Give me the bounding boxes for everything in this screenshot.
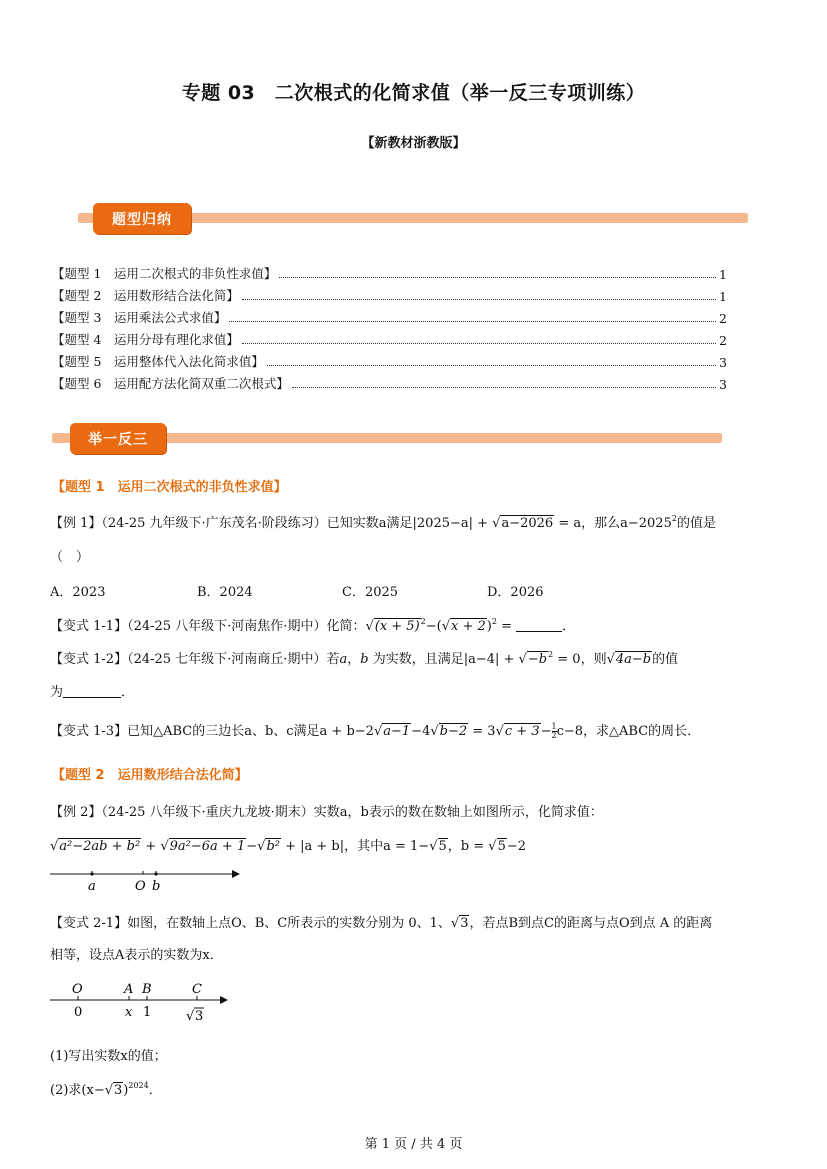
variant-1-2-line2: 为 ．: [50, 685, 135, 700]
question-1: (1)写出实数x的值；: [50, 1049, 167, 1064]
value-0: 0: [74, 1005, 83, 1020]
example-2-formula: √a²−2ab + b² + √9a²−6a + 1−√b² + |a + b|，其中a = 1−√5，b = √5−2: [50, 839, 527, 854]
toc-item-page: 3: [719, 377, 727, 392]
toc-item-page: 2: [719, 333, 727, 348]
toc-item-page: 1: [719, 267, 727, 282]
axis-label-o: O: [135, 879, 146, 894]
section-1-heading: 【题型 1 运用二次根式的非负性求值】: [52, 480, 287, 495]
page-footer: 第 1 页 / 共 4 页: [364, 1137, 463, 1152]
toc-leader: [267, 364, 716, 366]
point-B: B: [142, 982, 152, 997]
toc-item-label: 【题型 3 运用乘法公式求值】: [52, 310, 227, 325]
edition-subtitle: 【新教材浙教版】: [361, 136, 466, 151]
toc-item-2[interactable]: [52, 286, 727, 304]
toc-leader: [292, 386, 716, 388]
toc-item-page: 3: [719, 355, 727, 370]
number-line-1: [46, 860, 246, 894]
variant-1-3: 【变式 1-3】已知△ABC的三边长a、b、c满足a + b−2√a−1−4√b−2 = 3√c + 3− $\frac{1}{2}$ c−8，求△ABC的周长．: [50, 722, 701, 740]
answer-blank[interactable]: [63, 697, 121, 698]
toc-item-5[interactable]: [52, 352, 727, 370]
toc-item-label: 【题型 6 运用配方法化简双重二次根式】: [52, 376, 289, 391]
page-title: 专题 03 二次根式的化简求值（举一反三专项训练）: [181, 82, 646, 104]
toc-item-label: 【题型 1 运用二次根式的非负性求值】: [52, 266, 277, 281]
toc-item-6[interactable]: [52, 374, 727, 392]
toc-item-label: 【题型 5 运用整体代入法化简求值】: [52, 354, 264, 369]
option-c[interactable]: C．2025: [342, 585, 399, 600]
toc-item-3[interactable]: [52, 308, 727, 326]
variant-2-1: 【变式 2-1】如图，在数轴上点O、B、C所表示的实数分别为 0、1、√3，若点B到点C的距离与点O到点 A 的距离: [50, 916, 713, 931]
variant-1-1: 【变式 1-1】（24-25 八年级下·河南焦作·期中）化简：$√(x + 5)^2-(√x + 2)^2$ = ．: [50, 617, 576, 634]
practice-badge: 举一反三: [70, 423, 166, 454]
point-A: A: [124, 982, 134, 997]
value-x: x: [125, 1005, 133, 1020]
point-C: C: [192, 982, 202, 997]
option-d[interactable]: D．2026: [487, 585, 544, 600]
variant-1-2: 【变式 1-2】（24-25 七年级下·河南商丘·期中）若a，b 为实数，且满足$|a-4| + √-b^2 = 0$，则√4a−b的值: [50, 650, 679, 667]
toc-leader: [242, 342, 716, 344]
option-b[interactable]: B．2024: [197, 585, 253, 600]
point-O: O: [72, 982, 83, 997]
section-2-heading: 【题型 2 运用数形结合法化简】: [52, 768, 248, 783]
value-sqrt3: 3: [195, 1009, 204, 1024]
option-a[interactable]: A．2023: [50, 585, 106, 600]
toc-leader: [279, 276, 716, 278]
toc-item-label: 【题型 2 运用数形结合法化简】: [52, 288, 239, 303]
toc-item-page: 2: [719, 311, 727, 326]
question-2: (2)求$(x-√3)^{2024}$．: [50, 1081, 162, 1098]
answer-blank[interactable]: [516, 631, 562, 632]
example-2: 【例 2】（24-25 八年级下·重庆九龙坡·期末）实数a，b表示的数在数轴上如图所示，化简求值：: [50, 805, 603, 820]
toc-item-4[interactable]: [52, 330, 727, 348]
number-line-2: [46, 978, 246, 1028]
axis-label-b: b: [152, 879, 161, 894]
sqrt-radicand: a−2026: [501, 516, 554, 531]
axis-label-a: a: [88, 879, 96, 894]
example-1-paren: （ ）: [50, 550, 90, 565]
toc-item-label: 【题型 4 运用分母有理化求值】: [52, 332, 239, 347]
toc-item-page: 1: [719, 289, 727, 304]
toc-leader: [229, 320, 716, 322]
value-1: 1: [143, 1005, 152, 1020]
example-1: 【例 1】（24-25 九年级下·广东茂名·阶段练习）已知实数a满足|2025−a| + √a−2026 = a，那么$a-2025^2$的值是: [50, 514, 716, 531]
toc-badge: 题型归纳: [93, 203, 191, 234]
toc-leader: [242, 298, 716, 300]
value-sqrt-sign: √: [186, 1009, 195, 1024]
variant-2-1-line2: 相等，设点A表示的实数为x．: [50, 948, 223, 963]
toc-item-1[interactable]: [52, 264, 727, 282]
